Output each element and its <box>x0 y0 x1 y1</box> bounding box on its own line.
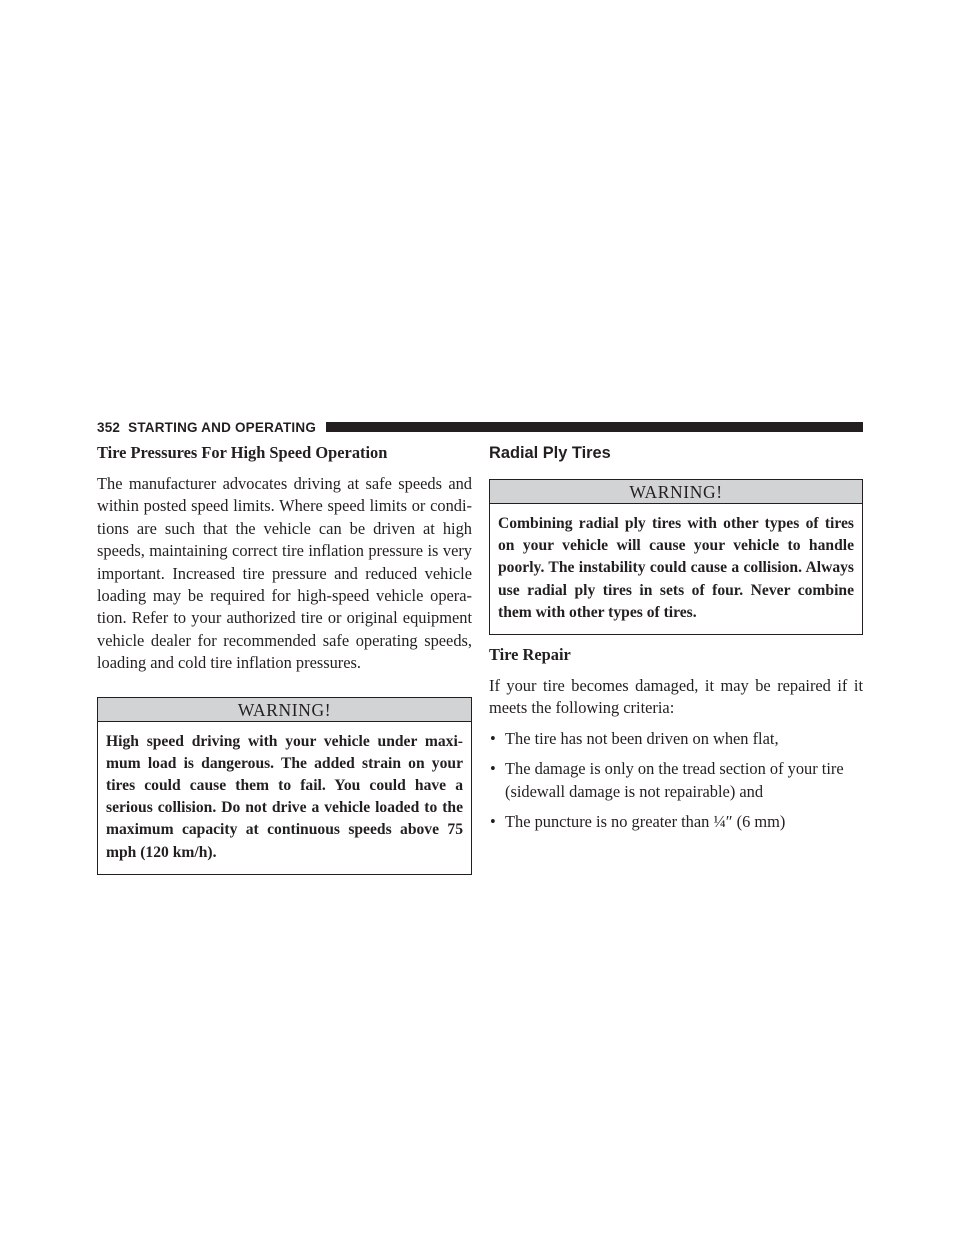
list-item <box>489 728 863 750</box>
warning-title: WARNING! <box>490 480 862 504</box>
bullet-icon: • <box>490 759 496 779</box>
page-number: 352 <box>97 419 121 435</box>
high-speed-warning-box <box>97 697 472 875</box>
list-item-text: The puncture is no greater than ¼″ (6 mm) <box>505 812 786 832</box>
bullet-icon: • <box>490 812 496 832</box>
high-speed-paragraph: The manufacturer advocates driving at safe speeds and within posted speed limits. Where speed limits or conditions are such that the vehicle can be driven at high speeds, maintaining correct tire inflation pressure is very important. Increased tire pressure and reduced vehicle loading may be required for high-speed vehicle operation. Refer to your authorized tire or original equipment vehicle dealer for recommended safe operating speeds, loading and cold tire inflation pressures. <box>97 474 472 673</box>
right-column <box>489 442 863 833</box>
tire-repair-paragraph: If your tire becomes damaged, it may be repaired if it meets the following criteria: <box>489 676 863 718</box>
list-item-text: The damage is only on the tread section of your tire (sidewall damage is not repairable) and <box>505 759 844 801</box>
warning-text: Combining radial ply tires with other types of tires on your vehicle will cause your vehicle to handle poorly. The instability could cause a collision. Always use radial ply tires in sets of four. Never combine them with other types of tires. <box>498 515 854 621</box>
left-column <box>97 442 472 875</box>
section-title: STARTING AND OPERATING <box>128 419 317 435</box>
list-item <box>489 811 863 833</box>
warning-text: High speed driving with your vehicle under maximum load is dangerous. The added strain on your tires could cause them to fail. You could have a serious collision. Do not drive a vehicle loaded to the maximum capacity at continuous speeds above 75 mph (120 km/h). <box>106 732 463 861</box>
warning-title: WARNING! <box>98 698 471 722</box>
radial-ply-warning-box <box>489 479 863 635</box>
bullet-icon: • <box>490 728 496 748</box>
high-speed-heading: Tire Pressures For High Speed Operation <box>97 443 388 462</box>
page-header <box>97 420 863 434</box>
header-rule <box>326 422 863 432</box>
tire-repair-heading: Tire Repair <box>489 645 571 665</box>
radial-ply-heading: Radial Ply Tires <box>489 444 611 462</box>
list-item-text: The tire has not been driven on when flat, <box>505 728 779 748</box>
list-item <box>489 758 863 803</box>
repair-criteria-list <box>489 728 863 834</box>
